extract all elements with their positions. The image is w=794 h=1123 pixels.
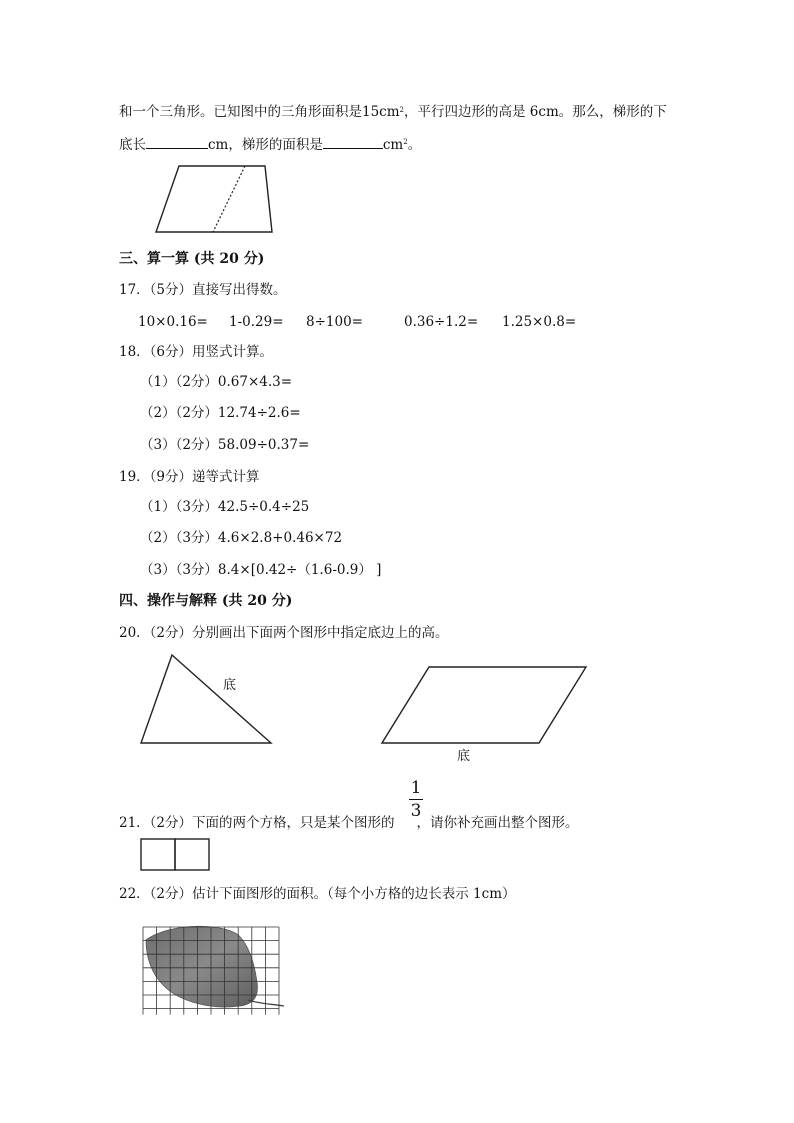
triangle-base-label: 底 [223,678,237,693]
q19-item-2: （2）（3分）4.6×2.8+0.46×72 [140,530,343,546]
leaf-grid-figure [142,920,287,1017]
q17-item-2: 1-0.29= [229,314,284,330]
trapezoid-figure [150,162,280,242]
q16-line2 [119,135,421,154]
q16-blank-2[interactable] [323,135,383,149]
q17-item-1: 10×0.16= [138,314,208,330]
parallelogram-outline [382,667,586,743]
triangle-figure [138,652,278,752]
q18-item-2: （2）（2分）12.74÷2.6= [140,405,301,421]
q19-title: 19．（9分）递等式计算 [119,469,260,485]
q18-title: 18．（6分）用竖式计算。 [119,344,274,360]
fraction-numerator: 1 [410,778,422,798]
q16-text-f: 。 [407,137,422,153]
q17-items [138,313,576,331]
q18-item-3: （3）（2分）58.09÷0.37= [140,437,310,453]
q19-item-1: （1）（3分）42.5÷0.4÷25 [140,499,310,515]
trapezoid-dashed-line [213,166,245,232]
q16-text-a: 和一个三角形。已知图中的三角形面积是 [119,104,362,120]
q16-text-d: cm，梯形的面积是 [208,137,323,153]
q19-item-3: （3）（3分）8.4×[0.42÷（1.6-0.9） ] [140,562,382,578]
q21-prefix: 21．（2分）下面的两个方格，只是某个图形的 [119,815,395,831]
q16-area-value: 15cm [362,104,400,120]
q16-blank-1[interactable] [146,135,208,149]
q16-text-c: 底长 [119,137,146,153]
q21-suffix: ，请你补充画出整个图形。 [416,815,579,831]
section3-title: 三、算一算 (共 20 分) [119,251,265,267]
q20-title: 20．（2分）分别画出下面两个图形中指定底边上的高。 [119,625,449,641]
fraction-bar [409,799,423,800]
parallelogram-base-label: 底 [457,749,471,764]
q18-item-1: （1）（2分）0.67×4.3= [140,374,293,390]
q17-item-4: 0.36÷1.2= [404,314,479,330]
triangle-outline [141,655,271,743]
fraction-denominator: 3 [410,801,422,821]
q16-area-sup: 2 [399,106,405,114]
q16-text-e: cm [382,137,404,153]
q17-item-5: 1.25×0.8= [502,314,577,330]
two-squares-figure [140,838,212,872]
q17-title: 17．（5分）直接写出得数。 [119,282,287,298]
section4-title: 四、操作与解释 (共 20 分) [119,593,293,609]
parallelogram-figure [378,664,593,749]
square-right [175,839,209,870]
q17-item-3: 8÷100= [306,314,363,330]
trapezoid-outline [156,166,272,232]
q22-title: 22．（2分）估计下面图形的面积。（每个小方格的边长表示 1cm） [119,886,516,902]
square-left [141,839,175,870]
q16-sup-2: 2 [403,138,408,146]
q21-text [119,814,579,832]
q16-text-b: ，平行四边形的高是 6cm。那么，梯形的下 [404,104,667,120]
q16-line1 [119,103,667,121]
